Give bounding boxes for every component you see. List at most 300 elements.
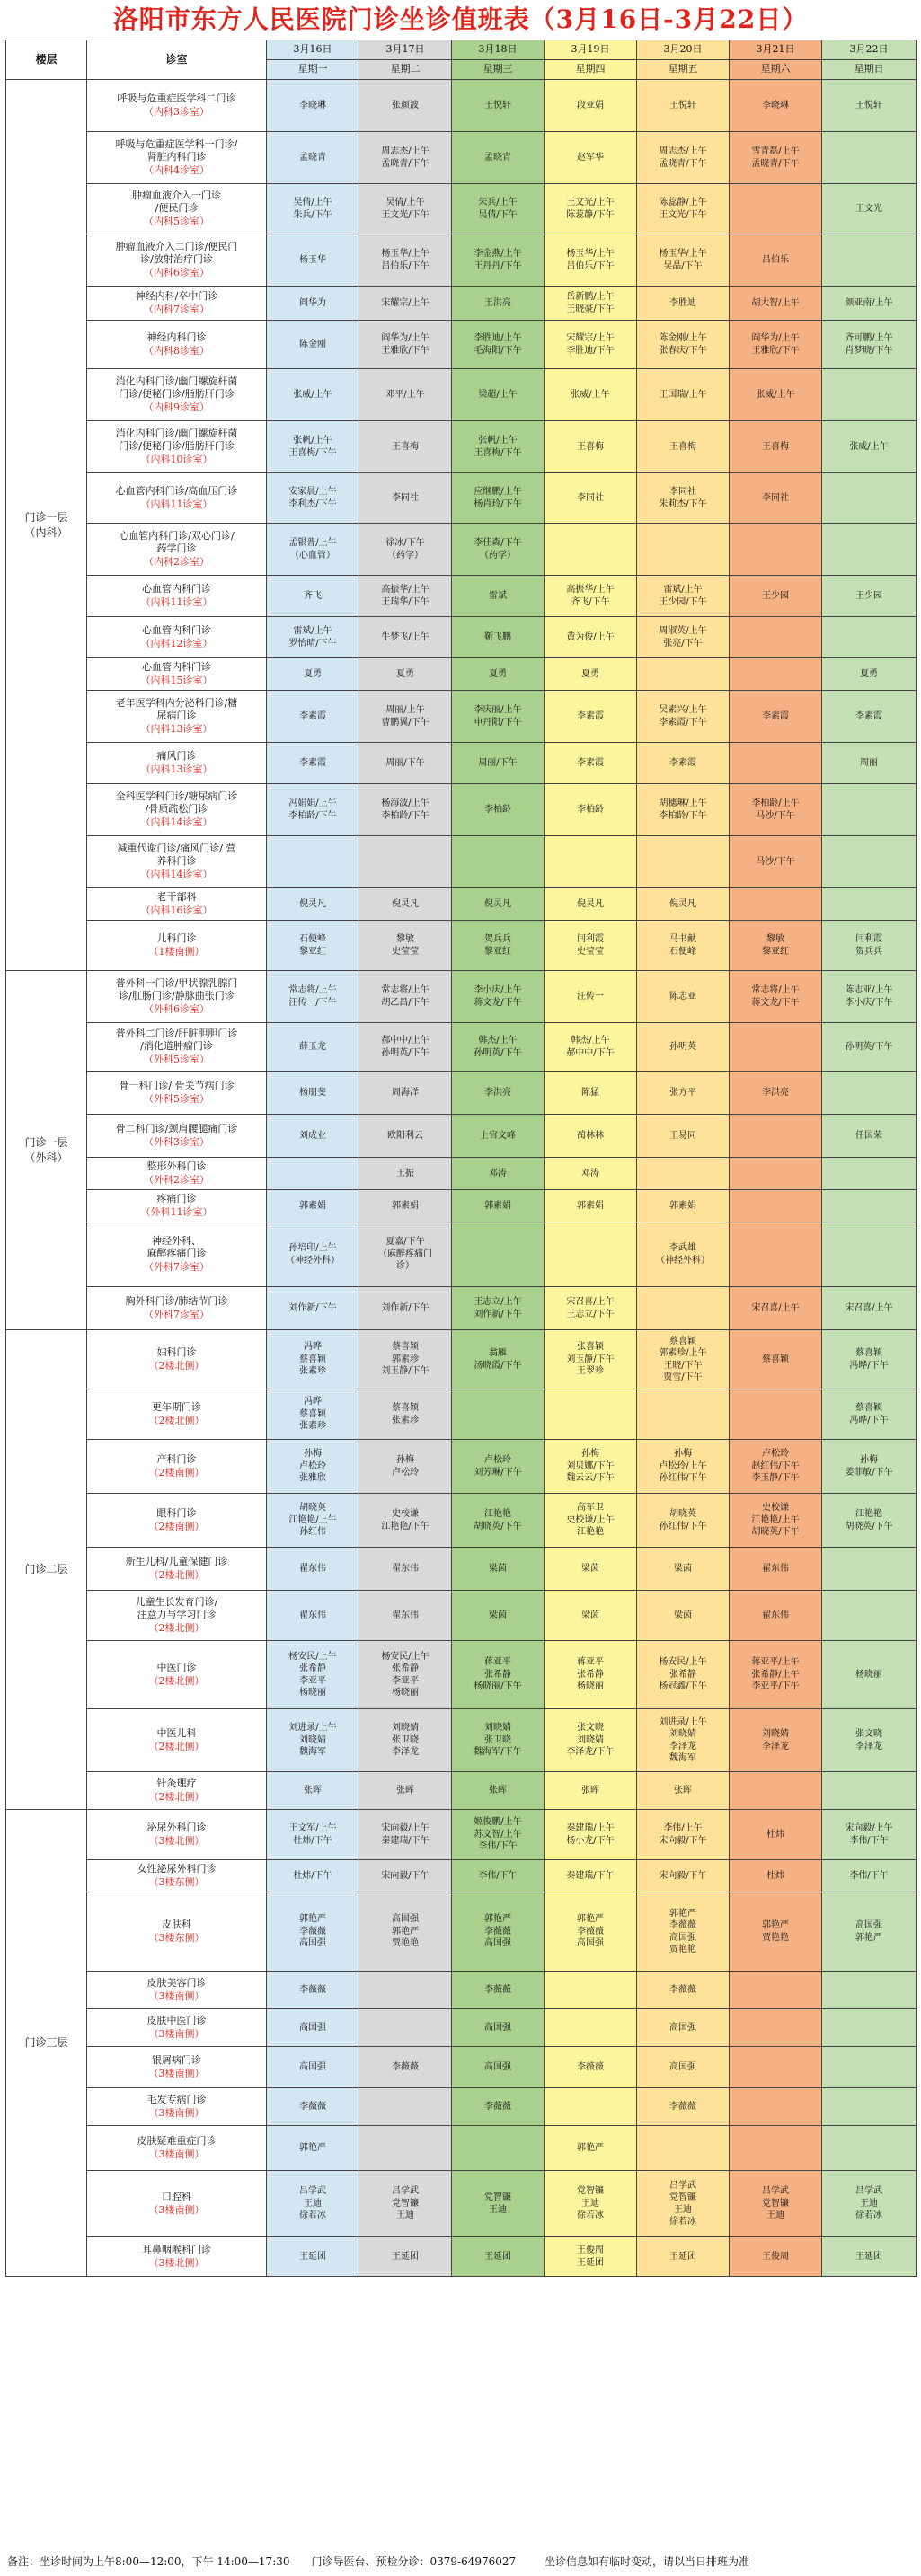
dept-cell	[87, 2126, 267, 2171]
doctor-cell	[637, 2126, 730, 2171]
doctor-cell: 张文晓 刘晓婧 李泽龙/下午	[545, 1709, 637, 1772]
dept-cell	[87, 1709, 267, 1772]
dept-room: （3楼东侧）	[148, 1931, 205, 1944]
doctor-cell: 马书献 石便峰	[637, 921, 730, 971]
table-row	[6, 1892, 917, 1972]
doctor-cell: 李同社 朱莉杰/下午	[637, 473, 730, 524]
dept-cell	[87, 1330, 267, 1389]
doctor-cell: 张文晓 李泽龙	[822, 1709, 917, 1772]
doctor-cell	[822, 784, 917, 836]
doctor-cell: 倪灵凡	[545, 888, 637, 921]
dept-cell	[87, 1158, 267, 1190]
doctor-cell: 高国强	[452, 2009, 545, 2047]
doctor-cell: 翟东伟	[267, 1591, 359, 1641]
doctor-cell: 李素霞	[545, 743, 637, 784]
dept-name: 皮肤疑难重症门诊	[137, 2135, 217, 2148]
dept-room: （3楼南侧）	[148, 2027, 205, 2040]
floor-header: 楼层	[6, 40, 87, 80]
doctor-cell: 孙明英	[637, 1023, 730, 1072]
doctor-cell: 李胜迪	[637, 287, 730, 321]
dept-cell	[87, 1772, 267, 1810]
dept-room: （外科5诊室）	[144, 1092, 209, 1105]
dept-name: 耳鼻咽喉科门诊	[142, 2244, 211, 2256]
doctor-cell: 李胜迪/上午 毛海阳/下午	[452, 321, 545, 369]
doctor-cell	[359, 2126, 452, 2171]
footer-hours: 备注：坐诊时间为上午8:00—12:00，下午 14:00—17:30 门诊导医台、预检分诊：0379-64976027	[7, 2555, 517, 2568]
doctor-cell: 邓涛	[545, 1158, 637, 1190]
doctor-cell	[637, 1158, 730, 1190]
doctor-cell: 张威/上午	[545, 369, 637, 421]
doctor-cell	[730, 888, 822, 921]
dept-cell	[87, 184, 267, 234]
table-row	[6, 1810, 917, 1860]
doctor-cell: 常志将/上午 汪传一/下午	[267, 971, 359, 1023]
dept-room: （3楼南侧）	[148, 2106, 205, 2119]
doctor-cell: 胡大智/上午	[730, 287, 822, 321]
dept-room: （内科12诊室）	[140, 637, 213, 649]
doctor-cell	[822, 234, 917, 287]
dept-room: （3楼北侧）	[148, 1834, 205, 1847]
dept-room: （内科15诊室）	[140, 674, 213, 686]
doctor-cell: 郭艳严 贾艳艳	[730, 1892, 822, 1972]
doctor-cell: 宋召喜/上午	[730, 1287, 822, 1330]
doctor-cell: 李柏龄/上午 马沙/下午	[730, 784, 822, 836]
doctor-cell: 张晖	[637, 1772, 730, 1810]
doctor-cell	[730, 617, 822, 658]
doctor-cell: 杨安民/上午 张希静 李亚平 杨晓丽	[267, 1641, 359, 1709]
doctor-cell: 常志将/上午 蒋文龙/下午	[730, 971, 822, 1023]
doctor-cell: 宋向毅/下午	[359, 1860, 452, 1892]
doctor-cell: 杨玉华/上午 吕伯乐/下午	[545, 234, 637, 287]
doctor-cell: 李小庆/上午 蒋文龙/下午	[452, 971, 545, 1023]
doctor-cell: 吕学武 王迪 徐若冰	[822, 2171, 917, 2237]
table-row	[6, 691, 917, 743]
dept-cell	[87, 1972, 267, 2009]
dept-room: （内科11诊室）	[140, 498, 213, 510]
doctor-cell: 郭素娟	[545, 1190, 637, 1222]
doctor-cell	[822, 1591, 917, 1641]
doctor-cell: 周志杰/上午 孟晓青/下午	[637, 132, 730, 184]
table-row	[6, 1709, 917, 1772]
dept-name: 整形外科门诊	[146, 1160, 207, 1173]
dept-room: （3楼东侧）	[148, 1875, 205, 1888]
doctor-cell: 翟东伟	[730, 1548, 822, 1591]
doctor-cell: 李素霞	[637, 743, 730, 784]
date-header: 3月20日	[637, 40, 730, 60]
doctor-cell: 阎华为/上午 王雅欣/下午	[359, 321, 452, 369]
dept-room: （外科3诊室）	[144, 1135, 209, 1148]
table-row	[6, 1222, 917, 1287]
table-row	[6, 287, 917, 321]
dept-room: （2楼北侧）	[148, 1568, 205, 1581]
doctor-cell: 王喜梅	[545, 421, 637, 473]
doctor-cell: 陈志亚	[637, 971, 730, 1023]
doctor-cell: 周丽/下午	[452, 743, 545, 784]
doctor-cell: 孟银普/上午 （心血管）	[267, 524, 359, 576]
weekday-header: 星期四	[545, 60, 637, 80]
table-row	[6, 132, 917, 184]
table-row	[6, 473, 917, 524]
doctor-cell: 杜炜	[730, 1860, 822, 1892]
doctor-cell: 梁茵	[452, 1548, 545, 1591]
doctor-cell: 王延团	[359, 2237, 452, 2277]
table-row	[6, 1190, 917, 1222]
doctor-cell	[822, 836, 917, 888]
doctor-cell: 张威/上午	[822, 421, 917, 473]
doctor-cell	[822, 617, 917, 658]
doctor-cell: 王文光	[822, 184, 917, 234]
dept-room: （内科13诊室）	[140, 722, 213, 735]
dept-cell	[87, 1494, 267, 1548]
doctor-cell: 李素霞	[822, 691, 917, 743]
table-row	[6, 971, 917, 1023]
doctor-cell: 孙梅 姜菲敏/下午	[822, 1440, 917, 1494]
doctor-cell: 吕学武 王迪 徐若冰	[267, 2171, 359, 2237]
doctor-cell: 李佳森/下午 （药学）	[452, 524, 545, 576]
doctor-cell: 郭艳严	[267, 2126, 359, 2171]
dept-header: 诊室	[87, 40, 267, 80]
table-row	[6, 2047, 917, 2088]
dept-name: 骨一科门诊/ 骨关节病门诊	[119, 1080, 235, 1092]
doctor-cell	[730, 1115, 822, 1158]
table-row	[6, 1072, 917, 1115]
dept-room: （内科9诊室）	[144, 401, 209, 413]
dept-room: （3楼北侧）	[148, 2256, 205, 2269]
doctor-cell: 陈金刚	[267, 321, 359, 369]
doctor-cell	[730, 1772, 822, 1810]
doctor-cell: 郭艳严 李薇薇 高国强 贾艳艳	[637, 1892, 730, 1972]
doctor-cell: 高国强	[637, 2047, 730, 2088]
doctor-cell: 李素霞	[730, 691, 822, 743]
dept-name: 妇科门诊	[156, 1346, 197, 1359]
dept-cell	[87, 1591, 267, 1641]
doctor-cell: 颜亚南/上午	[822, 287, 917, 321]
dept-name: 新生儿科/儿童保健门诊	[125, 1556, 228, 1568]
date-header: 3月21日	[730, 40, 822, 60]
doctor-cell	[452, 1222, 545, 1287]
doctor-cell: 李晓琳	[267, 80, 359, 132]
doctor-cell	[545, 1389, 637, 1440]
doctor-cell: 高振华/上午 齐飞/下午	[545, 576, 637, 617]
table-row	[6, 321, 917, 369]
doctor-cell: 常志将/上午 胡乙昌/下午	[359, 971, 452, 1023]
dept-cell	[87, 1023, 267, 1072]
dept-name: 泌尿外科门诊	[146, 1822, 207, 1834]
doctor-cell: 蒋亚平 张希静 杨晓丽/下午	[452, 1641, 545, 1709]
dept-name: 更年期门诊	[152, 1401, 201, 1414]
doctor-cell: 刘作新/下午	[359, 1287, 452, 1330]
doctor-cell	[822, 2126, 917, 2171]
doctor-cell: 王悦轩	[452, 80, 545, 132]
table-row	[6, 1330, 917, 1389]
doctor-cell: 梁茵	[545, 1548, 637, 1591]
dept-room: （2楼北侧）	[148, 1740, 205, 1752]
doctor-cell: 蒋亚平 张希静 杨晓丽	[545, 1641, 637, 1709]
doctor-cell: 蒋亚平/上午 张希静/上午 李亚平/下午	[730, 1641, 822, 1709]
doctor-cell	[730, 2047, 822, 2088]
doctor-cell: 张威/上午	[267, 369, 359, 421]
doctor-cell: 翟东伟	[359, 1548, 452, 1591]
doctor-cell: 王国瑞/上午	[637, 369, 730, 421]
doctor-cell	[822, 888, 917, 921]
doctor-cell: 王俊周 王延团	[545, 2237, 637, 2277]
doctor-cell: 王喜梅	[730, 421, 822, 473]
dept-cell	[87, 2047, 267, 2088]
doctor-cell: 李伟/上午 宋向毅/下午	[637, 1810, 730, 1860]
doctor-cell: 陈金刚/上午 张春庆/下午	[637, 321, 730, 369]
doctor-cell: 胡晓英 江艳艳/上午 孙红伟	[267, 1494, 359, 1548]
doctor-cell: 张帆/上午 王喜梅/下午	[267, 421, 359, 473]
doctor-cell: 党智镰 王迪	[452, 2171, 545, 2237]
dept-room: （外科11诊室）	[140, 1205, 213, 1218]
table-row	[6, 184, 917, 234]
dept-room: （3楼南侧）	[148, 1989, 205, 2002]
doctor-cell: 夏勇	[359, 658, 452, 691]
doctor-cell: 王延团	[267, 2237, 359, 2277]
table-row	[6, 888, 917, 921]
doctor-cell: 杜炜/下午	[267, 1860, 359, 1892]
doctor-cell: 周丽/下午	[359, 743, 452, 784]
dept-name: 中医门诊	[156, 1662, 197, 1674]
dept-name: 呼吸与危重症医学科一门诊/ 肾脏内科门诊	[115, 138, 238, 163]
doctor-cell: 李伟/下午	[822, 1860, 917, 1892]
doctor-cell: 周志杰/上午 孟晓青/下午	[359, 132, 452, 184]
dept-room: （内科10诊室）	[140, 453, 213, 465]
doctor-cell: 黎敏 史莹莹	[359, 921, 452, 971]
doctor-cell: 杨海波/上午 李柏龄/下午	[359, 784, 452, 836]
table-row	[6, 1440, 917, 1494]
dept-cell	[87, 1287, 267, 1330]
dept-room: （3楼南侧）	[148, 2067, 205, 2079]
dept-cell	[87, 1190, 267, 1222]
doctor-cell	[359, 2009, 452, 2047]
doctor-cell	[545, 2088, 637, 2126]
doctor-cell: 孙梅 卢松玲 张雅欣	[267, 1440, 359, 1494]
doctor-cell: 王文军/上午 杜炜/下午	[267, 1810, 359, 1860]
doctor-cell: 高国强 郭艳严	[822, 1892, 917, 1972]
doctor-cell: 王振	[359, 1158, 452, 1190]
page-title: 洛阳市东方人民医院门诊坐诊值班表（3月16日-3月22日）	[112, 4, 809, 34]
dept-cell	[87, 524, 267, 576]
doctor-cell: 孙梅 卢松玲/上午 孙红伟/下午	[637, 1440, 730, 1494]
dept-name: 普外科二门诊/肝脏胆胆门诊 /消化道肿瘤门诊	[115, 1028, 238, 1053]
dept-name: 心血管内科门诊/高血压门诊	[115, 485, 238, 498]
table-row	[6, 369, 917, 421]
doctor-cell	[730, 1389, 822, 1440]
doctor-cell: 胡穗琳/上午 李柏龄/下午	[637, 784, 730, 836]
dept-name: 普外科一门诊/甲状腺乳腺门 诊/肛肠门诊/静脉曲张门诊	[115, 977, 238, 1002]
table-row	[6, 1494, 917, 1548]
doctor-cell: 闫利霞 贺兵兵	[822, 921, 917, 971]
doctor-cell: 韩杰/上午 孙明英/下午	[452, 1023, 545, 1072]
dept-cell	[87, 80, 267, 132]
doctor-cell: 高国强	[267, 2009, 359, 2047]
dept-cell	[87, 1222, 267, 1287]
doctor-cell: 李金燕/上午 王丹丹/下午	[452, 234, 545, 287]
dept-room: （内科4诊室）	[144, 163, 209, 176]
weekday-header: 星期六	[730, 60, 822, 80]
dept-cell	[87, 784, 267, 836]
doctor-cell	[452, 2126, 545, 2171]
dept-cell	[87, 743, 267, 784]
dept-cell	[87, 2237, 267, 2277]
doctor-cell: 郭艳严	[545, 2126, 637, 2171]
dept-cell	[87, 287, 267, 321]
dept-cell	[87, 1440, 267, 1494]
floor-cell: 门诊二层	[6, 1330, 87, 1810]
doctor-cell	[730, 2126, 822, 2171]
doctor-cell: 夏勇	[822, 658, 917, 691]
dept-room: （1楼南侧）	[148, 945, 205, 957]
dept-name: 消化内科门诊/幽门螺旋杆菌 门诊/便秘门诊/脂肪肝门诊	[115, 375, 238, 401]
doctor-cell: 宋向毅/上午 李伟/下午	[822, 1810, 917, 1860]
doctor-cell: 刘进录/上午 刘晓婧 魏海军	[267, 1709, 359, 1772]
table-row	[6, 1772, 917, 1810]
dept-room: （内科13诊室）	[140, 763, 213, 775]
doctor-cell: 梁茵	[452, 1591, 545, 1641]
doctor-cell: 石便峰 黎亚红	[267, 921, 359, 971]
table-row	[6, 421, 917, 473]
dept-room: （外科2诊室）	[144, 1173, 209, 1186]
doctor-cell: 李柏龄	[545, 784, 637, 836]
doctor-cell: 张晖	[452, 1772, 545, 1810]
doctor-cell: 倪灵凡	[359, 888, 452, 921]
doctor-cell: 梁茵	[637, 1591, 730, 1641]
dept-room: （内科14诊室）	[140, 868, 213, 880]
doctor-cell: 吴素兴/上午 李素霞/下午	[637, 691, 730, 743]
doctor-cell: 翟东伟	[730, 1591, 822, 1641]
footer-note	[5, 2549, 916, 2574]
doctor-cell: 黄为俊/上午	[545, 617, 637, 658]
doctor-cell: 高国强	[637, 2009, 730, 2047]
doctor-cell: 孟晓青	[267, 132, 359, 184]
doctor-cell: 王少园	[822, 576, 917, 617]
table-row	[6, 1287, 917, 1330]
table-row	[6, 1023, 917, 1072]
doctor-cell: 雪青磊/上午 孟晓青/下午	[730, 132, 822, 184]
table-row	[6, 1972, 917, 2009]
doctor-cell: 梁茵	[637, 1548, 730, 1591]
doctor-cell: 李伟/下午	[452, 1860, 545, 1892]
doctor-cell	[822, 2088, 917, 2126]
doctor-cell: 杜炜	[730, 1810, 822, 1860]
dept-name: 女性泌尿外科门诊	[137, 1863, 217, 1875]
doctor-cell: 倪灵凡	[637, 888, 730, 921]
doctor-cell	[822, 369, 917, 421]
doctor-cell: 孙梅 卢松玲	[359, 1440, 452, 1494]
dept-name: 心血管内科门诊	[142, 624, 211, 637]
table-row	[6, 2088, 917, 2126]
doctor-cell: 上官文峰	[452, 1115, 545, 1158]
dept-name: 老年医学科内分泌科门诊/糖 尿病门诊	[115, 697, 238, 722]
dept-name: 口腔科	[162, 2191, 191, 2203]
weekday-header: 星期一	[267, 60, 359, 80]
doctor-cell: 王延团	[822, 2237, 917, 2277]
doctor-cell: 梁超/上午	[452, 369, 545, 421]
doctor-cell: 李薇薇	[637, 1972, 730, 2009]
dept-cell	[87, 888, 267, 921]
doctor-cell: 蔡喜颖	[730, 1330, 822, 1389]
dept-cell	[87, 321, 267, 369]
doctor-cell: 秦建瑞/上午 杨小龙/下午	[545, 1810, 637, 1860]
dept-cell	[87, 1641, 267, 1709]
doctor-cell: 蔡喜颖 郭素珍/上午 王晓/下午 贾雪/下午	[637, 1330, 730, 1389]
dept-cell	[87, 691, 267, 743]
doctor-cell: 李洪亮	[452, 1072, 545, 1115]
dept-name: 心血管内科门诊	[142, 583, 211, 595]
doctor-cell	[545, 836, 637, 888]
doctor-cell: 杨朋斐	[267, 1072, 359, 1115]
doctor-cell: 齐飞	[267, 576, 359, 617]
doctor-cell: 邓涛	[452, 1158, 545, 1190]
table-row	[6, 658, 917, 691]
doctor-cell: 周海洋	[359, 1072, 452, 1115]
doctor-cell: 刘作新/下午	[267, 1287, 359, 1330]
table-row	[6, 2009, 917, 2047]
doctor-cell: 史校谦 江艳艳/下午	[359, 1494, 452, 1548]
dept-room: （2楼北侧）	[148, 1359, 205, 1372]
doctor-cell: 胡晓英 孙红伟/下午	[637, 1494, 730, 1548]
dept-name: 皮肤科	[162, 1919, 191, 1931]
doctor-cell: 王延团	[452, 2237, 545, 2277]
doctor-cell: 孟晓青	[452, 132, 545, 184]
doctor-cell	[359, 2088, 452, 2126]
dept-name: 消化内科门诊/幽门螺旋杆菌 门诊/便秘门诊/脂肪肝门诊	[115, 428, 238, 453]
table-row	[6, 2237, 917, 2277]
dept-room: （内科5诊室）	[144, 215, 209, 227]
dept-room: （内科2诊室）	[144, 555, 209, 568]
dept-room: （内科14诊室）	[140, 816, 213, 828]
doctor-cell: 刘晓婧 张卫晓 李泽龙	[359, 1709, 452, 1772]
dept-cell	[87, 234, 267, 287]
doctor-cell: 李素霞	[267, 691, 359, 743]
table-row	[6, 1158, 917, 1190]
dept-name: 眼科门诊	[156, 1507, 197, 1520]
doctor-cell	[822, 2047, 917, 2088]
date-header: 3月22日	[822, 40, 917, 60]
doctor-cell: 史校谦 江艳艳/上午 胡晓英/下午	[730, 1494, 822, 1548]
doctor-cell: 刘成业	[267, 1115, 359, 1158]
doctor-cell: 朱兵/上午 吴倩/下午	[452, 184, 545, 234]
doctor-cell: 李薇薇	[545, 2047, 637, 2088]
dept-cell	[87, 421, 267, 473]
dept-name: 神经内科门诊	[146, 331, 207, 344]
doctor-cell: 倪灵凡	[452, 888, 545, 921]
doctor-cell	[637, 658, 730, 691]
doctor-cell: 高国强	[267, 2047, 359, 2088]
doctor-cell: 汪传一	[545, 971, 637, 1023]
dept-cell	[87, 1810, 267, 1860]
doctor-cell: 李庆丽/上午 申丹阳/下午	[452, 691, 545, 743]
doctor-cell	[730, 658, 822, 691]
weekday-header: 星期二	[359, 60, 452, 80]
doctor-cell: 杨安民/上午 张希静 杨冠鑫/下午	[637, 1641, 730, 1709]
dept-name: 疼痛门诊	[156, 1193, 197, 1205]
floor-cell: 门诊一层 （外科）	[6, 971, 87, 1330]
doctor-cell: 徐冰/下午 （药学）	[359, 524, 452, 576]
dept-room: （外科7诊室）	[144, 1308, 209, 1320]
doctor-cell: 李薇薇	[637, 2088, 730, 2126]
doctor-cell	[545, 1222, 637, 1287]
doctor-cell: 刘进录/上午 刘晓婧 李泽龙 魏海军	[637, 1709, 730, 1772]
dept-room: （3楼南侧）	[148, 2148, 205, 2160]
dept-cell	[87, 2171, 267, 2237]
doctor-cell: 周丽/上午 曹鹏翼/下午	[359, 691, 452, 743]
dept-name: 中医儿科	[156, 1727, 197, 1740]
doctor-cell	[267, 836, 359, 888]
doctor-cell: 吕学武 党智镰 王迪	[359, 2171, 452, 2237]
dept-name: 骨二科门诊/颈肩腰腿痛门诊	[115, 1123, 238, 1135]
